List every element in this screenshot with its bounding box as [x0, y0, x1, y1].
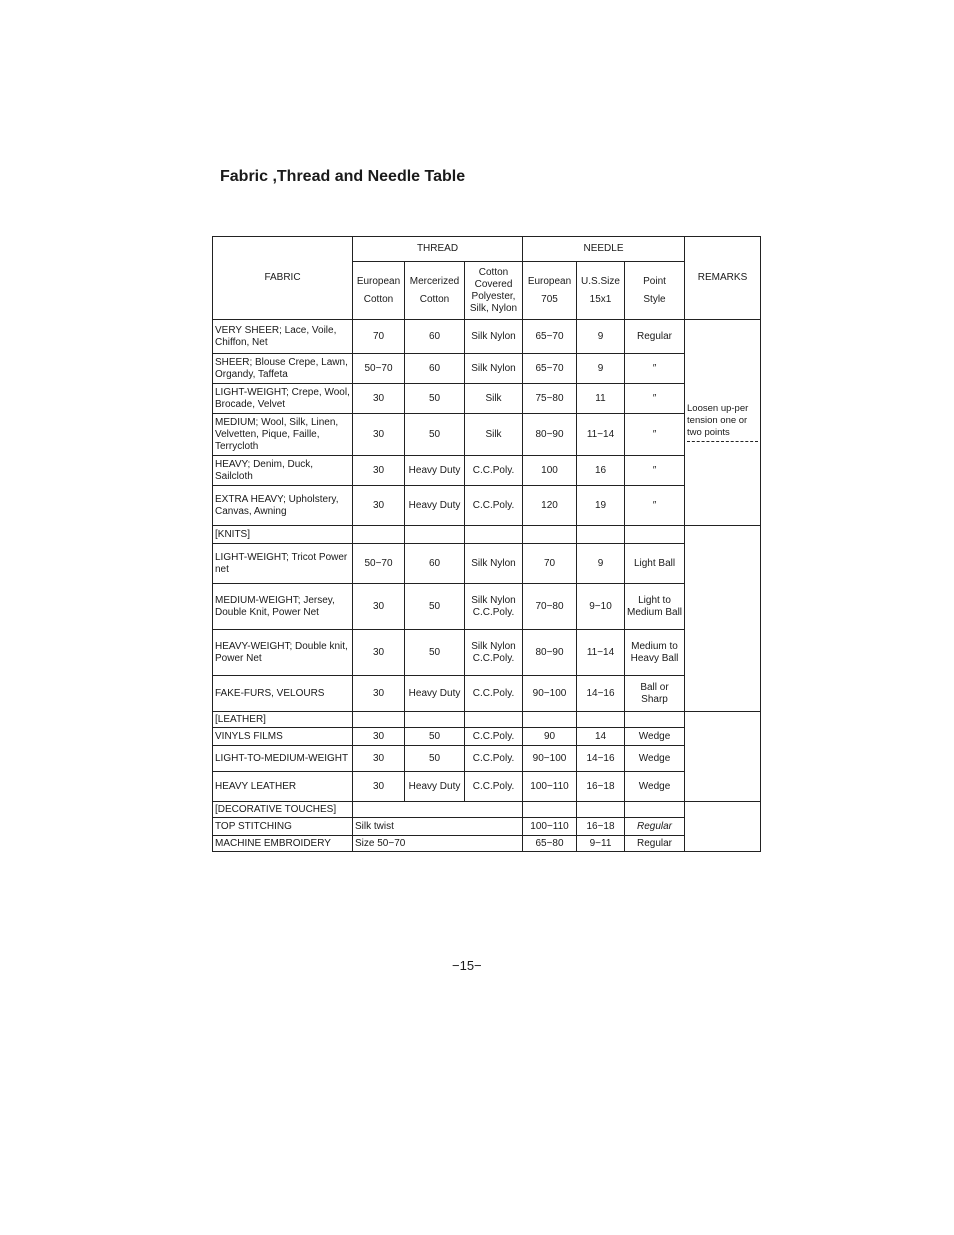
section-label-leather: [LEATHER]: [213, 712, 353, 728]
needle-us-size-cell: 19: [577, 486, 625, 526]
empty-cell: [465, 526, 523, 544]
fabric-cell: HEAVY; Denim, Duck, Sailcloth: [213, 456, 353, 486]
ccp-cell: C.C.Poly.: [465, 772, 523, 802]
header-thread: THREAD: [353, 237, 523, 262]
header-sublabel: Cotton: [363, 293, 394, 305]
mercerized-cotton-cell: Heavy Duty: [405, 676, 465, 712]
fabric-cell: MEDIUM-WEIGHT; Jersey, Double Knit, Power Net: [213, 584, 353, 630]
empty-cell: [577, 802, 625, 818]
needle-european-cell: 120: [523, 486, 577, 526]
fabric-cell: EXTRA HEAVY; Upholstery, Canvas, Awning: [213, 486, 353, 526]
needle-us-size-cell: 9: [577, 320, 625, 354]
needle-us-size-cell: 9−10: [577, 584, 625, 630]
fabric-cell: VINYLS FILMS: [213, 728, 353, 746]
table-row: [213, 384, 761, 414]
table-row: [213, 746, 761, 772]
section-row: [213, 802, 761, 818]
fabric-cell: LIGHT-WEIGHT; Tricot Power net: [213, 544, 353, 584]
needle-us-size-cell: 14−16: [577, 676, 625, 712]
header-thread-european: [353, 262, 405, 320]
ccp-cell: Silk Nylon: [465, 544, 523, 584]
table-row: [213, 354, 761, 384]
european-cotton-cell: 30: [353, 584, 405, 630]
needle-us-size-cell: 11: [577, 384, 625, 414]
remarks-cell: [685, 802, 761, 852]
needle-us-size-cell: 11−14: [577, 414, 625, 456]
european-cotton-cell: 30: [353, 486, 405, 526]
european-cotton-cell: 30: [353, 772, 405, 802]
ccp-cell: Silk: [465, 384, 523, 414]
empty-cell: [353, 526, 405, 544]
ccp-cell: Silk Nylon: [465, 320, 523, 354]
ccp-cell: C.C.Poly.: [465, 728, 523, 746]
empty-cell: [405, 526, 465, 544]
fabric-cell: LIGHT-WEIGHT; Crepe, Wool, Brocade, Velvet: [213, 384, 353, 414]
needle-european-cell: 70: [523, 544, 577, 584]
empty-cell: [353, 802, 523, 818]
needle-european-cell: 65−80: [523, 836, 577, 852]
header-fabric: FABRIC: [213, 237, 353, 320]
header-needle-us-size: [577, 262, 625, 320]
section-row: [213, 712, 761, 728]
european-cotton-cell: 50−70: [353, 354, 405, 384]
mercerized-cotton-cell: 60: [405, 544, 465, 584]
fabric-cell: HEAVY LEATHER: [213, 772, 353, 802]
needle-us-size-cell: 14−16: [577, 746, 625, 772]
fabric-cell: TOP STITCHING: [213, 818, 353, 836]
header-thread-ccp: Cotton Covered Polyester, Silk, Nylon: [465, 262, 523, 320]
empty-cell: [625, 526, 685, 544]
needle-point-cell: ″: [625, 414, 685, 456]
header-thread-mercerized: [405, 262, 465, 320]
needle-point-cell: Regular: [625, 320, 685, 354]
thread-cell: Silk twist: [353, 818, 523, 836]
needle-european-cell: 90−100: [523, 746, 577, 772]
mercerized-cotton-cell: 50: [405, 414, 465, 456]
ccp-cell: C.C.Poly.: [465, 746, 523, 772]
european-cotton-cell: 30: [353, 676, 405, 712]
ccp-cell: C.C.Poly.: [465, 486, 523, 526]
header-label: Point: [643, 275, 666, 287]
needle-point-cell: Light to Medium Ball: [625, 584, 685, 630]
european-cotton-cell: 30: [353, 384, 405, 414]
table-row: [213, 584, 761, 630]
empty-cell: [577, 526, 625, 544]
needle-european-cell: 65−70: [523, 320, 577, 354]
header-needle-point: [625, 262, 685, 320]
needle-point-cell: Medium to Heavy Ball: [625, 630, 685, 676]
needle-point-cell: ″: [625, 486, 685, 526]
empty-cell: [405, 712, 465, 728]
ccp-cell: Silk Nylon: [465, 354, 523, 384]
needle-point-cell: Light Ball: [625, 544, 685, 584]
header-sublabel: Cotton: [419, 293, 450, 305]
ccp-cell: Silk Nylon C.C.Poly.: [465, 584, 523, 630]
ccp-cell: Silk Nylon C.C.Poly.: [465, 630, 523, 676]
needle-european-cell: 100−110: [523, 818, 577, 836]
empty-cell: [465, 712, 523, 728]
header-label: European: [356, 275, 401, 287]
needle-european-cell: 75−80: [523, 384, 577, 414]
mercerized-cotton-cell: 50: [405, 384, 465, 414]
table-row: [213, 414, 761, 456]
header-sublabel: Style: [643, 293, 666, 305]
needle-us-size-cell: 16−18: [577, 818, 625, 836]
fabric-cell: HEAVY-WEIGHT; Double knit, Power Net: [213, 630, 353, 676]
table-row: [213, 544, 761, 584]
table-row: [213, 836, 761, 852]
empty-cell: [523, 802, 577, 818]
needle-european-cell: 70−80: [523, 584, 577, 630]
table-row: [213, 728, 761, 746]
needle-european-cell: 100−110: [523, 772, 577, 802]
needle-us-size-cell: 9: [577, 544, 625, 584]
needle-us-size-cell: 9: [577, 354, 625, 384]
fabric-thread-needle-table: [212, 236, 761, 852]
ccp-cell: Silk: [465, 414, 523, 456]
fabric-cell: FAKE-FURS, VELOURS: [213, 676, 353, 712]
remarks-note: Loosen up-per tension one or two points: [687, 403, 758, 442]
ccp-cell: C.C.Poly.: [465, 456, 523, 486]
table-row: [213, 320, 761, 354]
mercerized-cotton-cell: 50: [405, 630, 465, 676]
section-label-knits: [KNITS]: [213, 526, 353, 544]
needle-point-cell: ″: [625, 384, 685, 414]
needle-us-size-cell: 14: [577, 728, 625, 746]
needle-us-size-cell: 16−18: [577, 772, 625, 802]
mercerized-cotton-cell: Heavy Duty: [405, 772, 465, 802]
section-row: [213, 526, 761, 544]
needle-us-size-cell: 11−14: [577, 630, 625, 676]
remarks-cell: [685, 712, 761, 802]
european-cotton-cell: 50−70: [353, 544, 405, 584]
needle-us-size-cell: 9−11: [577, 836, 625, 852]
needle-european-cell: 100: [523, 456, 577, 486]
needle-european-cell: 80−90: [523, 414, 577, 456]
mercerized-cotton-cell: Heavy Duty: [405, 456, 465, 486]
needle-european-cell: 65−70: [523, 354, 577, 384]
header-sublabel: 15x1: [589, 293, 612, 305]
needle-point-cell: Wedge: [625, 772, 685, 802]
needle-european-cell: 80−90: [523, 630, 577, 676]
needle-point-cell: Regular: [625, 818, 685, 836]
header-needle-european: [523, 262, 577, 320]
table-row: [213, 676, 761, 712]
empty-cell: [625, 802, 685, 818]
header-label: Mercerized: [409, 275, 460, 287]
remarks-cell: [685, 320, 761, 526]
european-cotton-cell: 30: [353, 728, 405, 746]
needle-point-cell: Ball or Sharp: [625, 676, 685, 712]
needle-european-cell: 90: [523, 728, 577, 746]
needle-point-cell: ″: [625, 456, 685, 486]
header-sublabel: 705: [541, 293, 558, 305]
fabric-cell: MACHINE EMBROIDERY: [213, 836, 353, 852]
empty-cell: [523, 526, 577, 544]
european-cotton-cell: 30: [353, 456, 405, 486]
header-label: U.S.Size: [581, 275, 620, 287]
mercerized-cotton-cell: 50: [405, 584, 465, 630]
fabric-cell: VERY SHEER; Lace, Voile, Chiffon, Net: [213, 320, 353, 354]
table-row: [213, 630, 761, 676]
table-row: [213, 818, 761, 836]
thread-cell: Size 50−70: [353, 836, 523, 852]
header-remarks: REMARKS: [685, 237, 761, 320]
table-row: [213, 456, 761, 486]
european-cotton-cell: 70: [353, 320, 405, 354]
european-cotton-cell: 30: [353, 414, 405, 456]
mercerized-cotton-cell: 50: [405, 728, 465, 746]
empty-cell: [523, 712, 577, 728]
header-needle: NEEDLE: [523, 237, 685, 262]
ccp-cell: C.C.Poly.: [465, 676, 523, 712]
mercerized-cotton-cell: 60: [405, 320, 465, 354]
european-cotton-cell: 30: [353, 630, 405, 676]
mercerized-cotton-cell: Heavy Duty: [405, 486, 465, 526]
header-label: European: [527, 275, 572, 287]
fabric-cell: LIGHT-TO-MEDIUM-WEIGHT: [213, 746, 353, 772]
page-title: Fabric ,Thread and Needle Table: [220, 168, 466, 185]
needle-point-cell: Wedge: [625, 728, 685, 746]
section-label-decorative: [DECORATIVE TOUCHES]: [213, 802, 353, 818]
table-row: [213, 486, 761, 526]
empty-cell: [577, 712, 625, 728]
needle-european-cell: 90−100: [523, 676, 577, 712]
table-row: [213, 772, 761, 802]
page-number: −15−: [452, 958, 482, 973]
mercerized-cotton-cell: 60: [405, 354, 465, 384]
remarks-cell: [685, 526, 761, 712]
european-cotton-cell: 30: [353, 746, 405, 772]
mercerized-cotton-cell: 50: [405, 746, 465, 772]
fabric-cell: SHEER; Blouse Crepe, Lawn, Organdy, Taffeta: [213, 354, 353, 384]
fabric-cell: MEDIUM; Wool, Silk, Linen, Velvetten, Pique, Faille, Terrycloth: [213, 414, 353, 456]
empty-cell: [353, 712, 405, 728]
needle-point-cell: Regular: [625, 836, 685, 852]
needle-us-size-cell: 16: [577, 456, 625, 486]
empty-cell: [625, 712, 685, 728]
needle-point-cell: Wedge: [625, 746, 685, 772]
needle-point-cell: ″: [625, 354, 685, 384]
